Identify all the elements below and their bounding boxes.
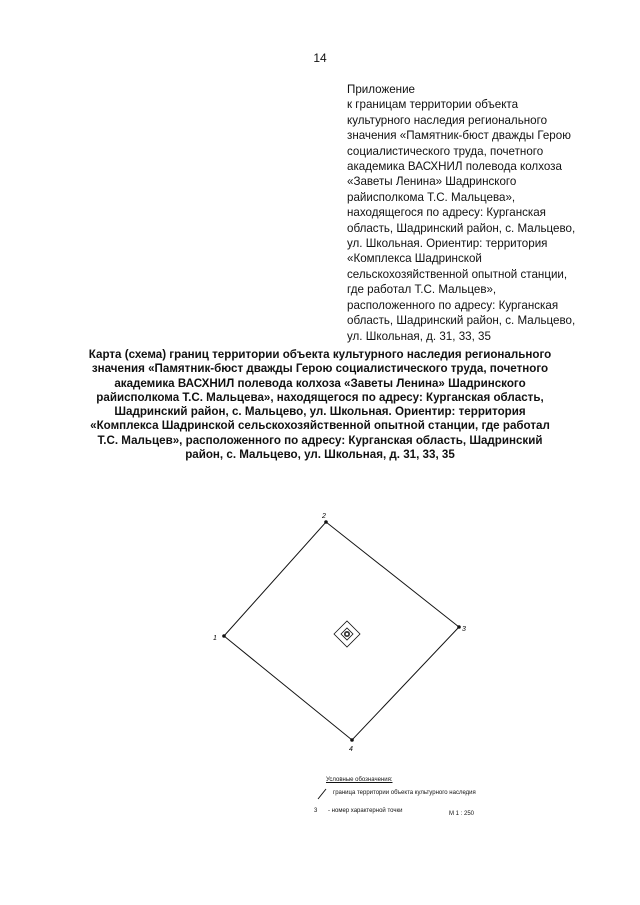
map-scale: М 1 : 250 <box>449 811 475 817</box>
appendix-line: область, Шадринский район, с. Мальцево, <box>347 314 576 328</box>
monument-marker <box>334 621 360 647</box>
title-line: Карта (схема) границ территории объекта культурного наследия регионального <box>88 348 552 361</box>
page-number: 14 <box>313 51 327 65</box>
appendix-line: к границам территории объекта <box>347 98 519 112</box>
appendix-line: «Заветы Ленина» Шадринского <box>347 175 517 189</box>
point-4-label: 4 <box>349 746 353 753</box>
point-1-label: 1 <box>213 635 217 642</box>
legend-title: Условные обозначения: <box>326 777 393 783</box>
title-line: район, с. Мальцево, ул. Школьная, д. 31, 33, 35 <box>185 448 455 462</box>
boundary-line-icon <box>315 787 329 801</box>
appendix-line: «Комплекса Шадринской <box>347 252 482 266</box>
appendix-line: находящегося по адресу: Курганская <box>347 206 546 220</box>
title-line: райисполкома Т.С. Мальцева», находящегося по адресу: Курганская область, <box>96 390 544 404</box>
title-line: академика ВАСХНИЛ полевода колхоза «Заветы Ленина» Шадринского <box>114 376 526 390</box>
legend-boundary-label: граница территории объекта культурного наследия <box>333 790 476 796</box>
appendix-line: расположенного по адресу: Курганская <box>347 298 559 312</box>
appendix-line: сельскохозяйственной опытной станции, <box>347 267 568 281</box>
appendix-line: культурного наследия регионального <box>347 113 548 127</box>
point-2-label: 2 <box>322 513 326 520</box>
appendix-line: академика ВАСХНИЛ полевода колхоза <box>347 160 562 174</box>
title-line: Т.С. Мальцев», расположенного по адресу: Курганская область, Шадринский <box>97 433 543 447</box>
appendix-line: райисполкома Т.С. Мальцева», <box>347 190 516 204</box>
point-4 <box>349 738 354 753</box>
point-3-label: 3 <box>462 626 466 633</box>
point-1 <box>213 634 226 642</box>
legend-point-symbol: 3 <box>314 808 318 814</box>
title-line: Шадринский район, с. Мальцево, ул. Школьная. Ориентир: территория <box>114 405 526 419</box>
appendix-line: социалистического труда, почетного <box>347 144 544 158</box>
appendix-line: значения «Памятник-бюст дважды Герою <box>347 129 571 143</box>
territory-boundary <box>224 522 459 740</box>
appendix-line: ул. Школьная, д. 31, 33, 35 <box>347 329 491 343</box>
legend-point-label: - номер характерной точки <box>328 808 403 814</box>
point-3 <box>457 625 466 633</box>
title-line: «Комплекса Шадринской сельскохозяйственной опытной станции, где работал <box>90 419 550 433</box>
title-line: значения «Памятник-бюст дважды Герою социалистического труда, почетного <box>91 362 549 376</box>
appendix-line: ул. Школьная. Ориентир: территория <box>347 237 548 251</box>
point-2 <box>321 513 328 524</box>
appendix-line: где работал Т.С. Мальцев», <box>347 283 497 297</box>
appendix-line: область, Шадринский район, с. Мальцево, <box>347 221 576 235</box>
appendix-line: Приложение <box>347 83 416 96</box>
